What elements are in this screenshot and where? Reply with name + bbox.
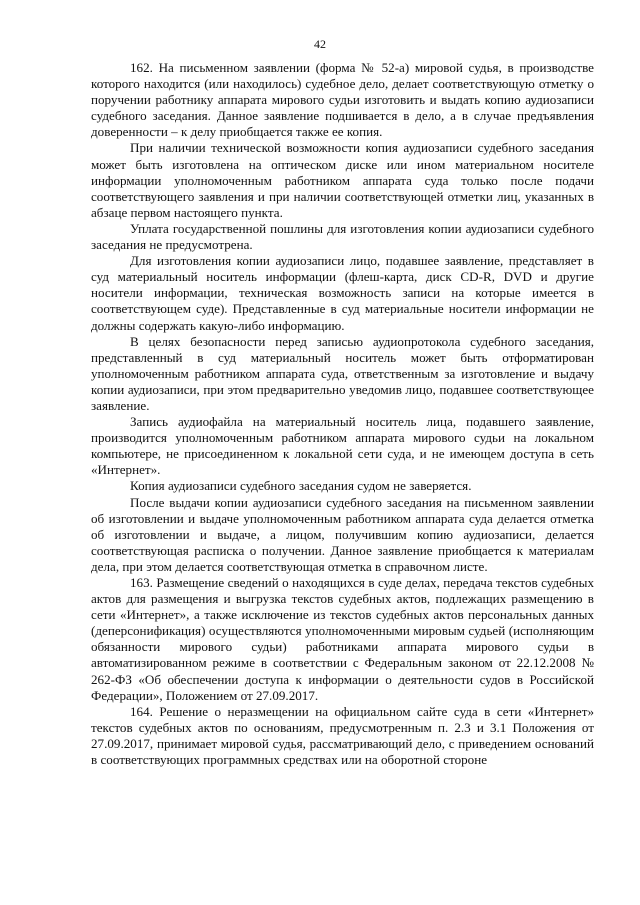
- paragraph-162-intro: 162. На письменном заявлении (форма № 52-а) мировой судья, в производстве которого находится (или находилось) судебное дело, делает соответствующую отметку о поручении работнику аппарата мирового судьи изготовить и выдать копию аудиозаписи судебного заседания. Данное заявление подшивается в дело, а в случае предъявления доверенности – к делу приобщается также ее копия.: [91, 60, 594, 140]
- paragraph-after-issuance: После выдачи копии аудиозаписи судебного заседания на письменном заявлении об изготовлении и выдаче уполномоченным работником аппарата суда делается отметка об изготовлении и выдаче, а лицом, получившим копию аудиозаписи, делается соответствующая расписка о получении. Данное заявление приобщается к материалам дела, при этом делается соответствующая отметка в справочном листе.: [91, 494, 594, 574]
- paragraph-technical-possibility: При наличии технической возможности копия аудиозаписи судебного заседания может быть изготовлена на оптическом диске или ином материальном носителе информации уполномоченным работником аппарата суда только после подачи соответствующего заявления и при наличии соответствующей отметки лиц, указанных в абзаце первом настоящего пункта.: [91, 140, 594, 220]
- paragraph-security-formatting: В целях безопасности перед записью аудиопротокола судебного заседания, представленный в суд материальный носитель может быть отформатирован уполномоченным работником аппарата суда, ответственным за изготовление и выдачу копии аудиозаписи, при этом предварительно уведомив лицо, подавшее соответствующее заявление.: [91, 333, 594, 413]
- document-body: [91, 60, 594, 768]
- paragraph-164: 164. Решение о неразмещении на официальном сайте суда в сети «Интернет» текстов судебных актов по основаниям, предусмотренным п. 2.3 и 3.1 Положения от 27.09.2017, принимает мировой судья, рассматривающий дело, с приведением оснований в соответствующих программных средствах или на оборотной стороне: [91, 703, 594, 768]
- paragraph-storage-medium: Для изготовления копии аудиозаписи лицо, подавшее заявление, представляет в суд материальный носитель информации (флеш-карта, диск CD-R, DVD и другие носители информации, техническая возможность записи на которые имеется в соответствующем суде). Представленные в суд материальные носители информации не должны содержать какую-либо информацию.: [91, 253, 594, 333]
- page-number: 42: [314, 37, 326, 51]
- paragraph-not-certified: Копия аудиозаписи судебного заседания судом не заверяется.: [130, 478, 472, 494]
- paragraph-state-fee: Уплата государственной пошлины для изготовления копии аудиозаписи судебного заседания не предусмотрена.: [91, 220, 594, 253]
- paragraph-file-recording: Запись аудиофайла на материальный носитель лица, подавшего заявление, производится уполномоченным работником аппарата мирового судьи на локальном компьютере, не присоединенном к локальной сети суда, и не имеющем доступа в сеть «Интернет».: [91, 414, 594, 478]
- paragraph-163: 163. Размещение сведений о находящихся в суде делах, передача текстов судебных актов для размещения и выгрузка текстов судебных актов, подлежащих размещению в сети «Интернет», а также исключение из текстов судебных актов персональных данных (деперсонификация) осуществляются уполномоченными мировым судьей (исполняющим обязанности мирового судьи) работниками аппарата мирового судьи в автоматизированном режиме в соответствии с Федеральным законом от 22.12.2008 № 262-ФЗ «Об обеспечении доступа к информации о деятельности судов в Российской Федерации», Положением от 27.09.2017.: [91, 575, 594, 703]
